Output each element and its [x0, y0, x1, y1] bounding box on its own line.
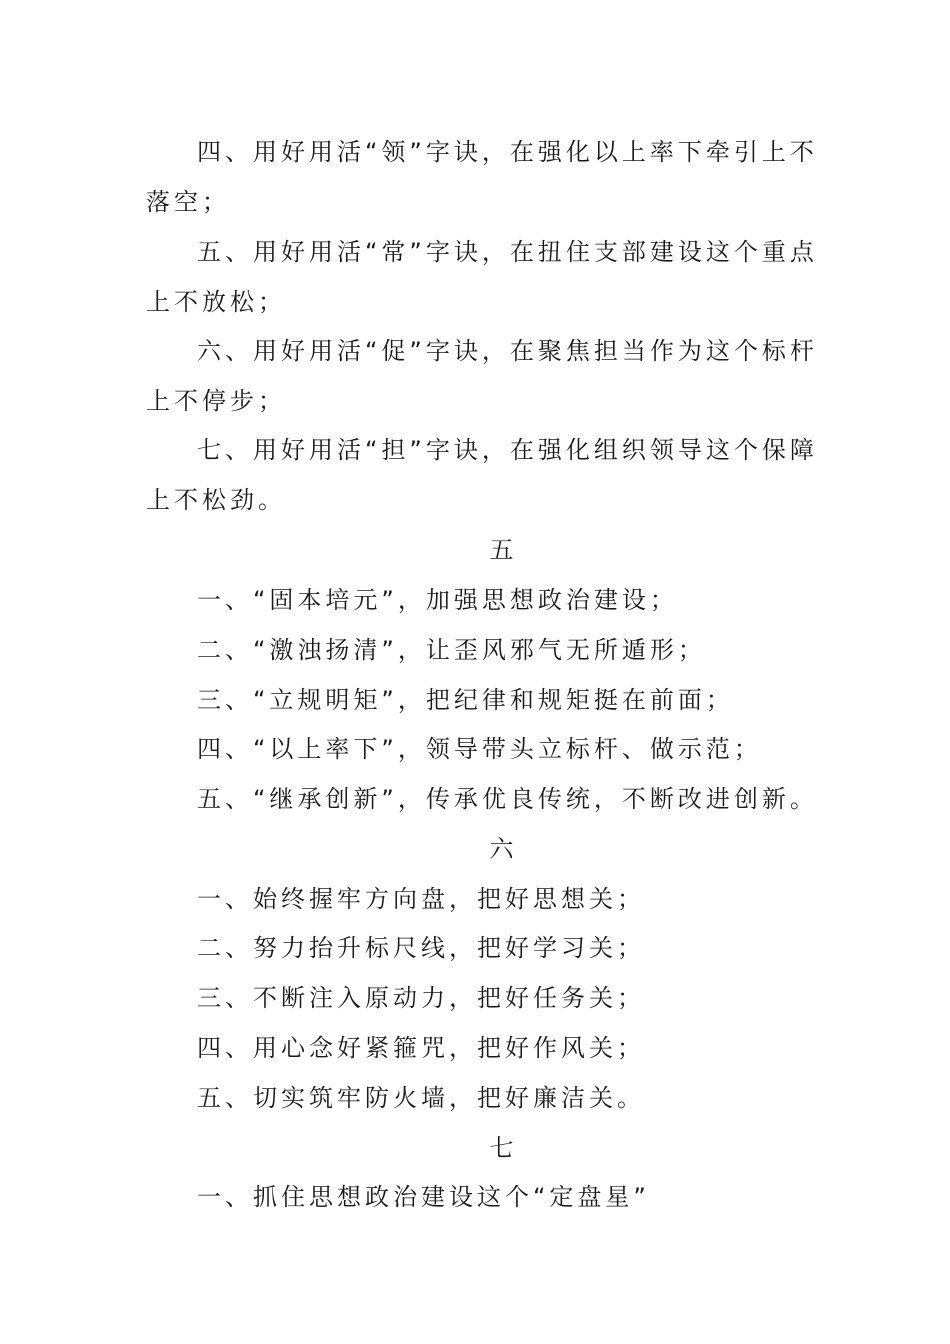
paragraph-line: 五、用好用活“常”字诀，在扭住支部建设这个重点 — [197, 238, 818, 266]
list-item: 一、抓住思想政治建设这个“定盘星” — [197, 1183, 650, 1211]
section-heading: 五 — [489, 536, 514, 564]
paragraph-line: 七、用好用活“担”字诀，在强化组织领导这个保障 — [197, 436, 818, 464]
paragraph-line: 落空； — [146, 188, 230, 216]
section-heading: 七 — [489, 1134, 514, 1162]
list-item: 一、“固本培元”，加强思想政治建设； — [197, 586, 678, 614]
section-heading: 六 — [489, 835, 514, 863]
paragraph-line: 上不停步； — [146, 387, 286, 415]
list-item: 一、始终握牢方向盘，把好思想关； — [197, 885, 645, 913]
paragraph-line: 六、用好用活“促”字诀，在聚焦担当作为这个标杆 — [197, 337, 818, 365]
paragraph-line: 上不放松； — [146, 288, 286, 316]
list-item: 五、切实筑牢防火墙，把好廉洁关。 — [197, 1084, 645, 1112]
paragraph-line: 上不松劲。 — [146, 486, 286, 514]
list-item: 四、“以上率下”，领导带头立标杆、做示范； — [197, 735, 762, 763]
paragraph-line: 四、用好用活“领”字诀，在强化以上率下牵引上不 — [197, 138, 818, 166]
list-item: 四、用心念好紧箍咒，把好作风关； — [197, 1034, 645, 1062]
list-item: 三、“立规明矩”，把纪律和规矩挺在前面； — [197, 686, 734, 714]
list-item: 五、“继承创新”，传承优良传统，不断改进创新。 — [197, 785, 818, 813]
list-item: 二、努力抬升标尺线，把好学习关； — [197, 934, 645, 962]
list-item: 三、不断注入原动力，把好任务关； — [197, 984, 645, 1012]
list-item: 二、“激浊扬清”，让歪风邪气无所遁形； — [197, 636, 706, 664]
